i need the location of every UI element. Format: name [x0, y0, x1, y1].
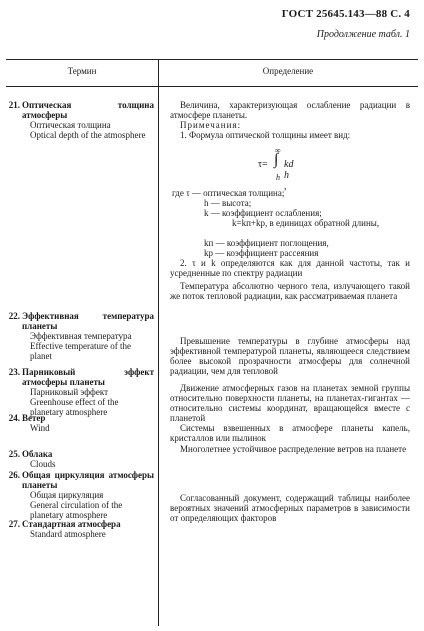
note-2-text: 2. τ и k определяются как для данной частоты, так и усредненные по спектру радиации: [170, 258, 410, 278]
term-entry-23: [8, 367, 154, 417]
term-english: Effective temperature of the planet: [30, 341, 132, 361]
definition-text: Движение атмосферных газов на планетах земной группы относительно поверхности планеты, на планетах-гигантах — относительно системы координат, вращающейся вместе с планетой: [170, 383, 410, 423]
term-number: 24.: [8, 413, 20, 423]
definition-21: [170, 100, 410, 140]
term-english: Clouds: [30, 459, 56, 469]
formula-tau: τ=: [258, 159, 268, 170]
integral-sign: ∫: [274, 151, 279, 168]
term-number: 25.: [8, 449, 20, 459]
term-title: Стандартная атмосфера: [22, 519, 121, 529]
formula-upper-limit: ∞: [275, 146, 281, 155]
definition-24: [170, 383, 410, 423]
table-top-rule: [6, 59, 418, 60]
definition-text: Превышение температуры в глубине атмосферы над эффективной температурой планеты, являющееся следствием более высокой прозрачности атмосферы для солнечной радиации, чем для тепловой: [170, 336, 410, 376]
term-entry-21: [8, 100, 154, 140]
term-entry-22: [8, 311, 154, 361]
definition-27: [170, 493, 410, 523]
term-number: 23.: [8, 367, 20, 377]
term-title: Эффективная температура планеты: [22, 311, 154, 331]
term-number: 27.: [8, 519, 20, 529]
table-continuation-label: Продолжение табл. 1: [316, 29, 410, 40]
term-title: Парниковый эффект атмосферы планеты: [22, 367, 154, 387]
term-english: Optical depth of the atmosphere: [30, 130, 146, 140]
term-short: Общая циркуляция: [30, 490, 104, 500]
table-header-rule: [6, 86, 418, 87]
definition-26: [170, 444, 410, 454]
term-short: Эффективная температура: [30, 331, 132, 341]
term-entry-27: [8, 519, 154, 539]
note-2: [170, 258, 410, 278]
term-number: 21.: [8, 100, 20, 110]
where-kr: kр — коэффициент рассеяния: [204, 248, 319, 258]
term-english: General circulation of the planetary atmosphere: [30, 500, 123, 520]
term-short: Парниковый эффект: [30, 387, 109, 397]
where-h: h — высота;: [204, 198, 252, 208]
term-number: 22.: [8, 311, 20, 321]
term-title: Облака: [22, 449, 53, 459]
definition-text: Системы взвешенных в атмосфере планеты капель, кристаллов или пылинок: [170, 423, 410, 443]
term-short: Оптическая толщина: [30, 120, 111, 130]
column-header-definition: Определение: [262, 66, 314, 76]
definition-text: Многолетнее устойчивое распределение ветров на планете: [180, 444, 407, 454]
definition-text: Согласованный документ, содержащий таблицы наиболее вероятных значений атмосферных параметров в зависимости от определяющих факторов: [170, 493, 410, 523]
term-entry-24: [8, 413, 154, 433]
term-entry-25: [8, 449, 154, 469]
definition-text: Величина, характеризующая ослабление радиации в атмосфере планеты.: [170, 100, 410, 120]
where-k-sum: k=kп+kр, в единицах обратной длины,: [232, 218, 380, 228]
column-header-term: Термин: [67, 66, 97, 76]
definition-22: [170, 281, 410, 301]
term-title: Ветер: [22, 413, 46, 423]
definition-25: [170, 423, 410, 443]
column-divider: [158, 59, 159, 626]
term-english: Greenhouse effect of the planetary atmosphere: [30, 397, 119, 417]
term-english: Wind: [30, 423, 50, 433]
formula-integrand: kd h ,: [284, 159, 294, 192]
document-code: ГОСТ 25645.143—88 С. 4: [281, 8, 410, 20]
where-k: k — коэффициент ослабления;: [204, 208, 322, 218]
term-title: Общая циркуляция атмосферы планеты: [22, 470, 154, 490]
definition-text: Температура абсолютно черного тела, излучающего такой же поток тепловой радиации, как рассматриваемая планета: [170, 281, 410, 301]
term-entry-26: [8, 470, 154, 520]
notes-title: Примечания:: [180, 120, 242, 130]
formula-lower-limit: h: [276, 173, 280, 182]
term-english: Standard atmosphere: [30, 529, 106, 539]
term-number: 26.: [8, 470, 20, 480]
note-1: 1. Формула оптической толщины имеет вид:: [180, 130, 351, 140]
where-tau: где τ — оптическая толщина;: [172, 188, 285, 198]
where-kp: kп — коэффициент поглощения,: [204, 238, 329, 248]
term-title: Оптическая толщина атмосферы: [22, 100, 154, 120]
definition-23: [170, 336, 410, 376]
